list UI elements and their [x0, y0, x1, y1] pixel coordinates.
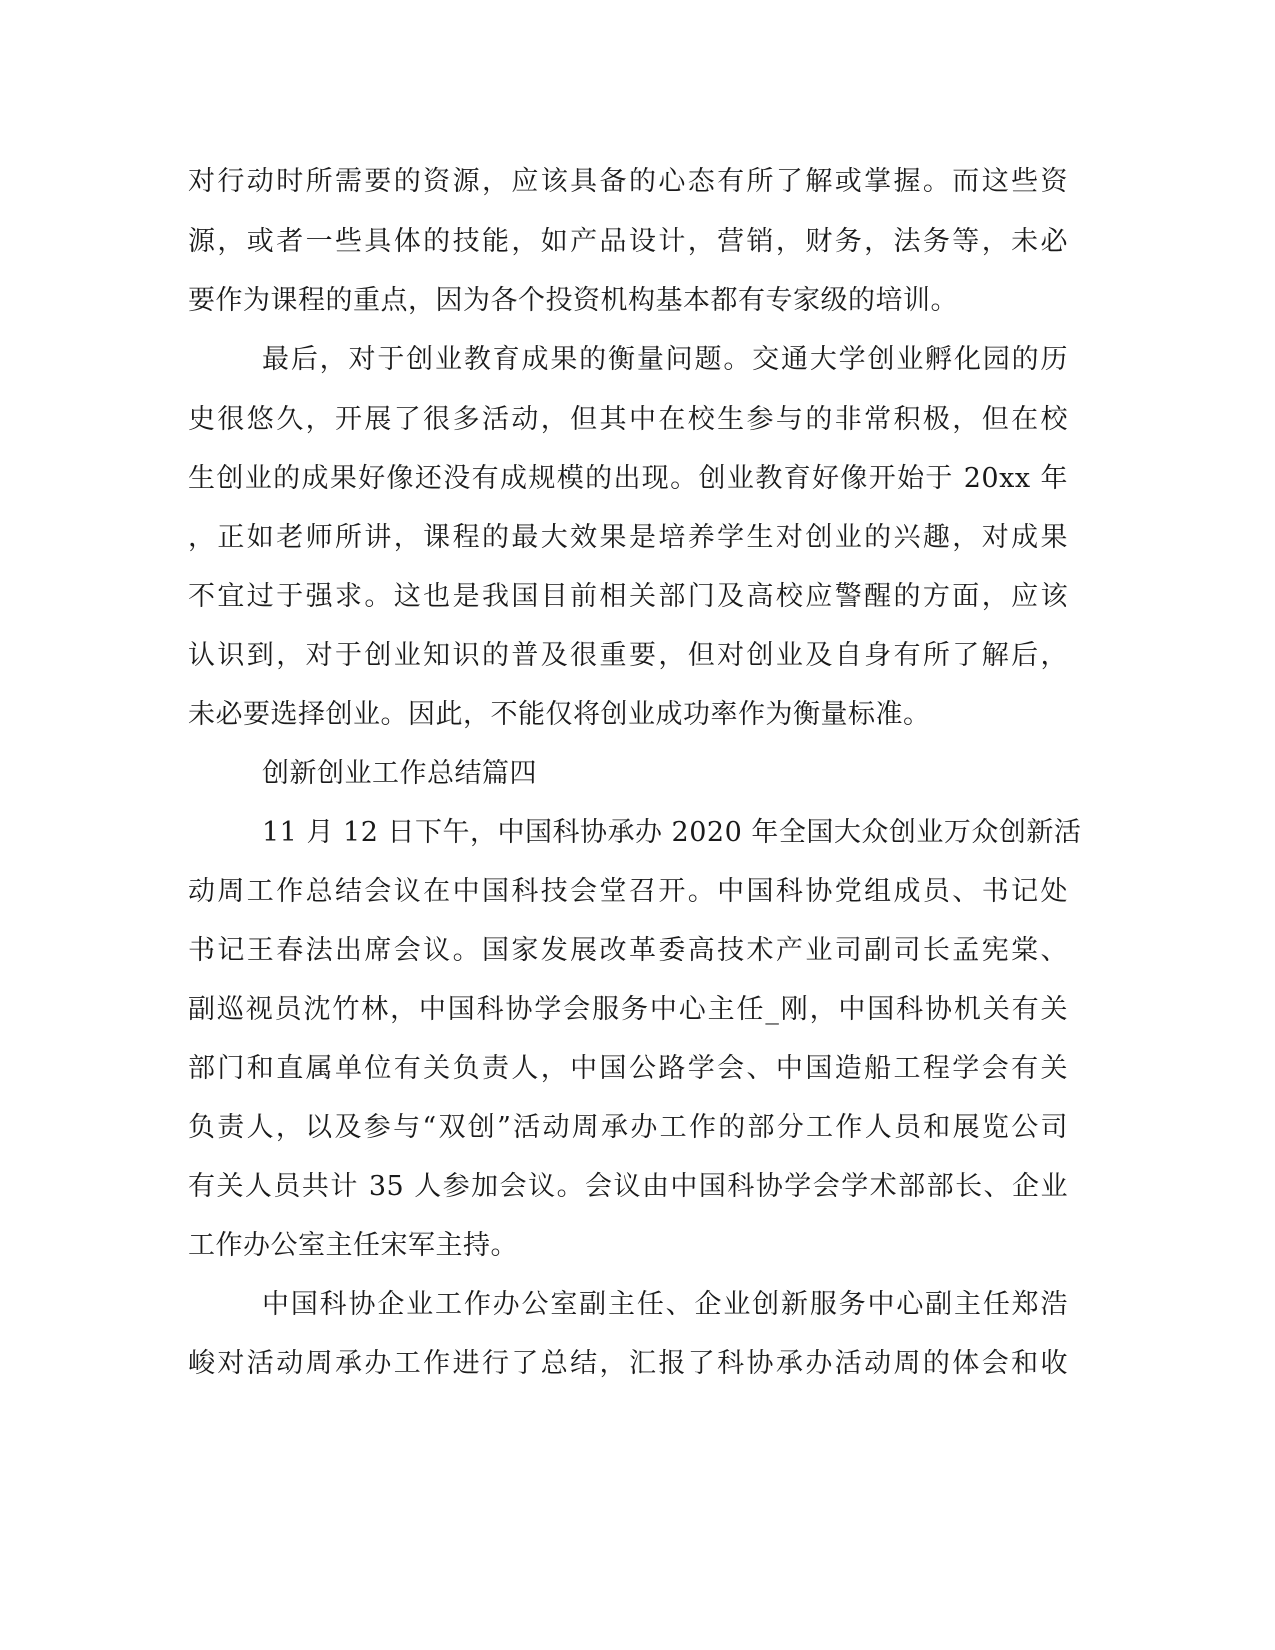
- paragraph-first-line: 11 月 12 日下午，中国科协承办 2020 年全国大众创业万众创新活: [262, 817, 1082, 848]
- text-line: 要作为课程的重点，因为各个投资机构基本都有专家级的培训。: [188, 285, 958, 316]
- text-line: 副巡视员沈竹林，中国科协学会服务中心主任_刚，中国科协机关有关: [188, 994, 1068, 1025]
- text-line: 工作办公室主任宋军主持。: [188, 1230, 518, 1261]
- text-line: 峻对活动周承办工作进行了总结，汇报了科协承办活动周的体会和收: [188, 1348, 1068, 1379]
- text-line: 史很悠久，开展了很多活动，但其中在校生参与的非常积极，但在校: [188, 404, 1068, 435]
- text-line: 认识到，对于创业知识的普及很重要，但对创业及自身有所了解后，: [188, 640, 1068, 671]
- paragraph-first-line: 中国科协企业工作办公室副主任、企业创新服务中心副主任郑浩: [262, 1289, 1068, 1320]
- text-line: 生创业的成果好像还没有成规模的出现。创业教育好像开始于 20xx 年: [188, 463, 1068, 494]
- text-line: 未必要选择创业。因此，不能仅将创业成功率作为衡量标准。: [188, 699, 931, 730]
- text-line: 源，或者一些具体的技能，如产品设计，营销，财务，法务等，未必: [188, 226, 1068, 257]
- section-heading: 创新创业工作总结篇四: [262, 758, 537, 789]
- paragraph-first-line: 最后，对于创业教育成果的衡量问题。交通大学创业孵化园的历: [262, 344, 1068, 375]
- text-line: 对行动时所需要的资源，应该具备的心态有所了解或掌握。而这些资: [188, 166, 1068, 197]
- text-line: 动周工作总结会议在中国科技会堂召开。中国科协党组成员、书记处: [188, 876, 1068, 907]
- text-line: ，正如老师所讲，课程的最大效果是培养学生对创业的兴趣，对成果: [188, 522, 1068, 553]
- text-line: 有关人员共计 35 人参加会议。会议由中国科协学会学术部部长、企业: [188, 1171, 1068, 1202]
- text-line: 不宜过于强求。这也是我国目前相关部门及高校应警醒的方面，应该: [188, 581, 1068, 612]
- text-line: 部门和直属单位有关负责人，中国公路学会、中国造船工程学会有关: [188, 1053, 1068, 1084]
- text-line: 负责人，以及参与“双创”活动周承办工作的部分工作人员和展览公司: [188, 1112, 1068, 1143]
- text-line: 书记王春法出席会议。国家发展改革委高技术产业司副司长孟宪棠、: [188, 935, 1068, 966]
